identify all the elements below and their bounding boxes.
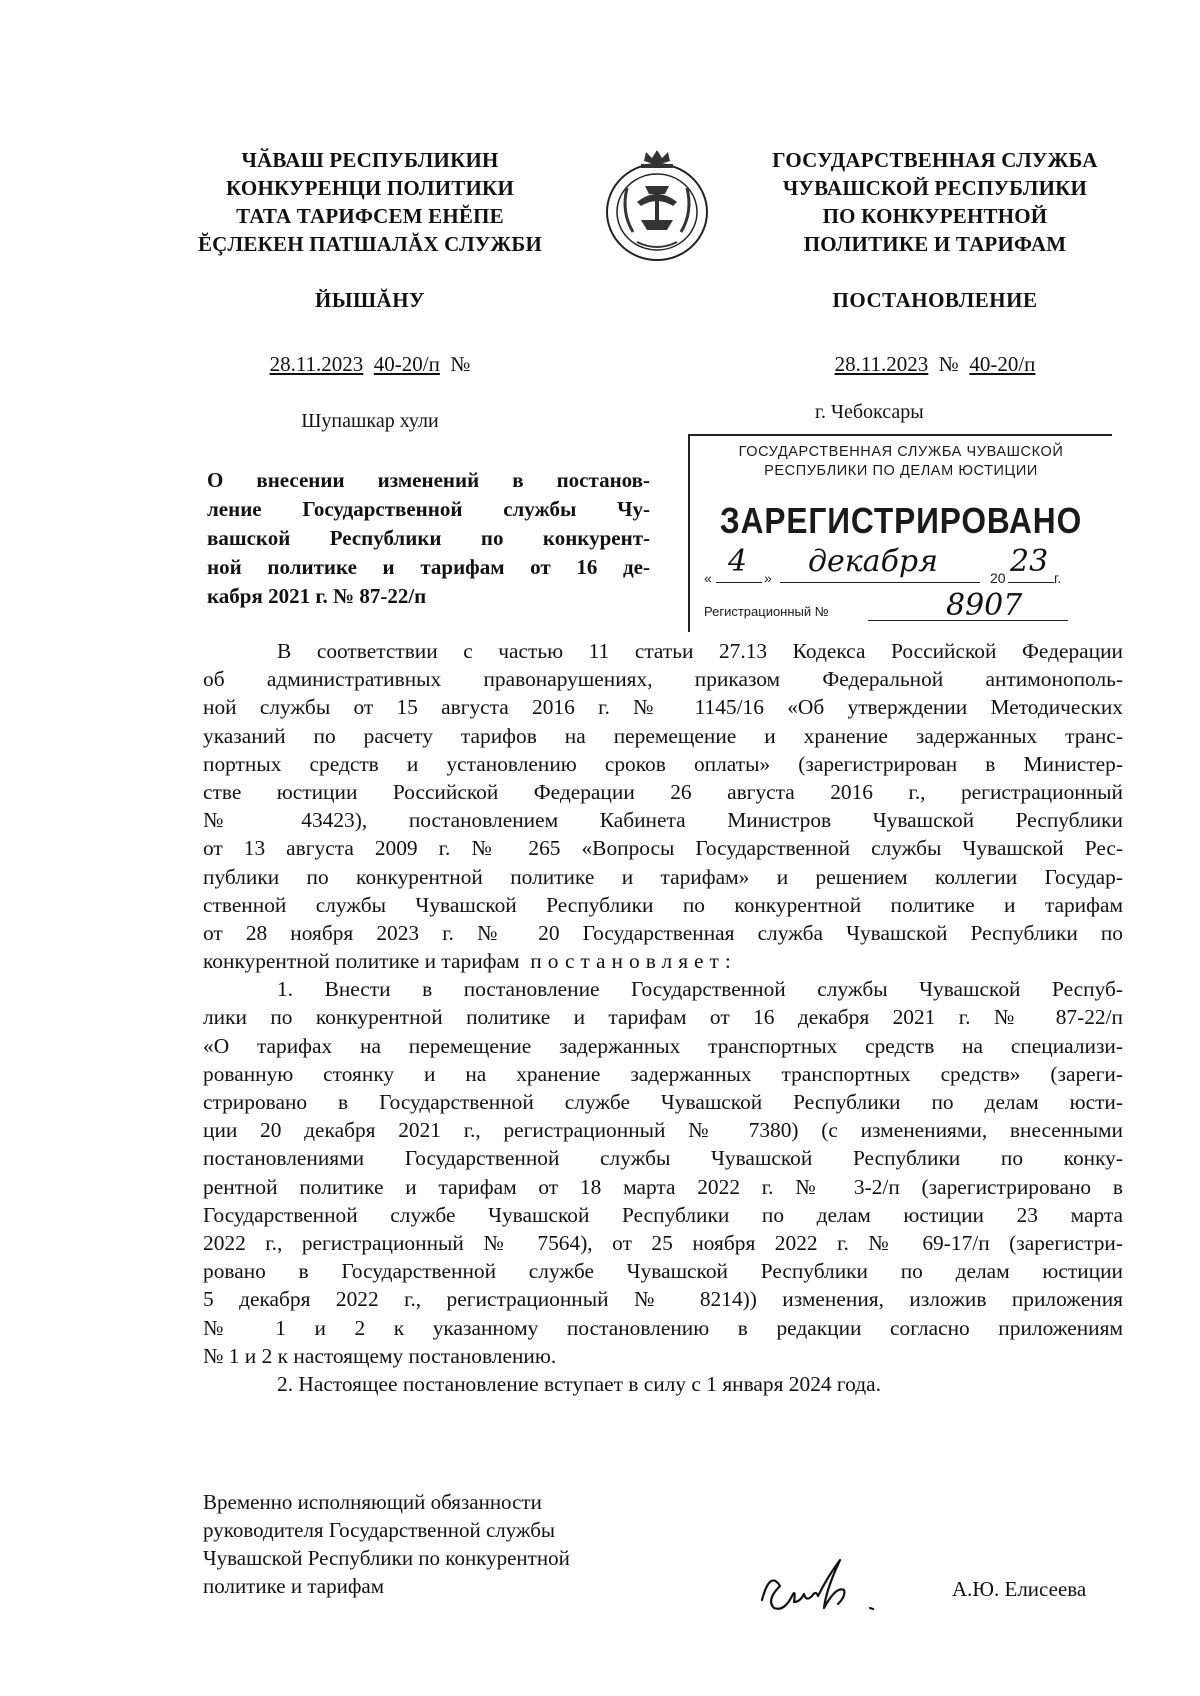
body-line: указаний по расчету тарифов на перемещение и хранение задержанных транс-	[203, 723, 1123, 748]
stamp-reg-number: 8907	[946, 588, 1023, 623]
header-right-line: ПО КОНКУРЕНТНОЙ	[822, 204, 1048, 228]
body-line: ции 20 декабря 2021 г., регистрационный № 7380) (с изменениями, внесенными	[203, 1118, 1123, 1143]
subject-line: вашской Республики по конкурент-	[207, 526, 650, 550]
document-body	[203, 637, 1123, 1398]
body-line: Государственной службе Чувашской Республики по делам юстиции 23 марта	[203, 1202, 1123, 1227]
header-left-line: ЧӐВАШ РЕСПУБЛИКИН	[241, 148, 499, 172]
body-line: публики по конкурентной политике и тарифам» и решением коллегии Государ-	[203, 864, 1123, 889]
body-line: рованную стоянку и на хранение задержанных транспортных средств» (зареги-	[203, 1061, 1123, 1086]
doc-number-value-right: 40-20/п	[969, 352, 1036, 376]
stamp-year-line	[1008, 582, 1054, 583]
body-line: 1. Внести в постановление Государственной службы Чувашской Респуб-	[277, 977, 1123, 1002]
header-right-org-name	[730, 146, 1140, 258]
body-line: об административных правонарушениях, приказом Федеральной антимонополь-	[203, 667, 1123, 692]
document-subject	[207, 466, 650, 611]
subject-line: О внесении изменений в постанов-	[207, 468, 650, 492]
stamp-day-line	[716, 582, 762, 583]
body-line: рентной политике и тарифам от 18 марта 2022 г. № 3-2/п (зарегистрировано в	[203, 1174, 1123, 1199]
header-left-org-name	[160, 146, 580, 258]
stamp-year-unit: г.	[1054, 570, 1062, 586]
number-sign-left: №	[450, 352, 471, 376]
stamp-year-suffix: 23	[1010, 544, 1049, 579]
stamp-day: 4	[728, 544, 748, 579]
body-line: ровано в Государственной службе Чувашской Республики по делам юстиции	[203, 1259, 1123, 1284]
stamp-month: декабря	[808, 544, 938, 579]
doc-number-value-left: 40-20/п	[373, 352, 440, 376]
stamp-title: ЗАРЕГИСТРИРОВАНО	[719, 500, 1083, 541]
stamp-org-line: ГОСУДАРСТВЕННАЯ СЛУЖБА ЧУВАШСКОЙ	[738, 444, 1064, 460]
stamp-org-line: РЕСПУБЛИКИ ПО ДЕЛАМ ЮСТИЦИИ	[764, 463, 1038, 479]
doc-number-right	[730, 352, 1140, 377]
body-line: от 28 ноября 2023 г. № 20 Государственная служба Чувашской Республики по	[203, 920, 1123, 945]
registration-stamp	[688, 434, 1112, 632]
header-right-line: ЧУВАШСКОЙ РЕСПУБЛИКИ	[782, 176, 1088, 200]
doc-number-left	[160, 352, 580, 377]
body-line: 2. Настоящее постановление вступает в силу с 1 января 2024 года.	[277, 1371, 881, 1396]
number-sign-right: №	[938, 352, 959, 376]
subject-line: ление Государственной службы Чу-	[207, 497, 650, 521]
decree-word: постановляет:	[530, 949, 737, 974]
header-right-line: ГОСУДАРСТВЕННАЯ СЛУЖБА	[772, 148, 1098, 172]
place-left: Шупашкар хули	[301, 410, 439, 432]
doc-type-left: ЙЫШĂНУ	[315, 288, 425, 312]
doc-type-right: ПОСТАНОВЛЕНИЕ	[832, 288, 1038, 312]
body-line: «О тарифах на перемещение задержанных транспортных средств на специализи-	[203, 1033, 1123, 1058]
header-left-line: ĔÇЛЕКЕН ПАТШАЛĂХ СЛУЖБИ	[197, 232, 543, 256]
stamp-quote-open: «	[704, 570, 712, 586]
signer-name: А.Ю. Елисеева	[952, 1577, 1087, 1601]
body-line: стве юстиции Российской Федерации 26 августа 2016 г., регистрационный	[203, 779, 1123, 804]
place-right: г. Чебоксары	[815, 401, 924, 423]
header-left-line: КОНКУРЕНЦИ ПОЛИТИКИ	[226, 176, 514, 200]
body-line: ственной службы Чувашской Республики по конкурентной политике и тарифам	[203, 892, 1123, 917]
body-line: от 13 августа 2009 г. № 265 «Вопросы Государственной службы Чувашской Рес-	[203, 836, 1123, 861]
signatory-line: Временно исполняющий обязанности	[203, 1490, 542, 1514]
body-line: 5 декабря 2022 г., регистрационный № 8214)) изменения, изложив приложения	[203, 1287, 1123, 1312]
stamp-month-line	[780, 582, 980, 583]
body-line: № 43423), постановлением Кабинета Министров Чувашской Республики	[203, 808, 1123, 833]
stamp-date	[704, 544, 1104, 598]
body-line: стрировано в Государственной службе Чувашской Республики по делам юсти-	[203, 1090, 1123, 1114]
signatory-line: руководителя Государственной службы	[203, 1518, 556, 1542]
stamp-year-prefix: 20	[990, 570, 1006, 586]
doc-date-left: 28.11.2023	[269, 352, 364, 376]
body-line: портных средств и установлению сроков оплаты» (зарегистрирован в Министер-	[203, 751, 1123, 776]
body-line: В соответствии с частью 11 статьи 27.13 Кодекса Российской Федерации	[277, 639, 1123, 663]
body-line: ной службы от 15 августа 2016 г. № 1145/16 «Об утверждении Методических	[203, 695, 1123, 720]
signatory-line: политике и тарифам	[203, 1574, 385, 1598]
subject-line: кабря 2021 г. № 87-22/п	[207, 584, 427, 608]
header-right-line: ПОЛИТИКЕ И ТАРИФАМ	[803, 232, 1067, 256]
stamp-reg-label: Регистрационный №	[704, 604, 829, 619]
handwritten-signature	[752, 1552, 902, 1622]
chuvash-coat-of-arms-icon	[597, 146, 717, 264]
body-line: лики по конкурентной политике и тарифам от 16 декабря 2021 г. № 87-22/п	[203, 1005, 1123, 1030]
body-text: конкурентной политике и тарифам	[203, 949, 520, 974]
header-left-line: ТАТА ТАРИФСЕМ ЕНĔПЕ	[236, 204, 504, 228]
doc-date-right: 28.11.2023	[834, 352, 929, 376]
body-line: 2022 г., регистрационный № 7564), от 25 ноября 2022 г. № 69-17/п (зарегистри-	[203, 1230, 1123, 1255]
stamp-quote-close: »	[764, 570, 772, 586]
body-line: постановлениями Государственной службы Чувашской Республики по конку-	[203, 1146, 1123, 1171]
subject-line: ной политике и тарифам от 16 де-	[207, 555, 650, 579]
body-line: № 1 и 2 к настоящему постановлению.	[203, 1343, 557, 1368]
body-line: № 1 и 2 к указанному постановлению в редакции согласно приложениям	[203, 1315, 1123, 1340]
signatory-line: Чувашской Республики по конкурентной	[203, 1546, 570, 1570]
body-line	[203, 947, 1123, 975]
signatory-position	[203, 1488, 570, 1600]
